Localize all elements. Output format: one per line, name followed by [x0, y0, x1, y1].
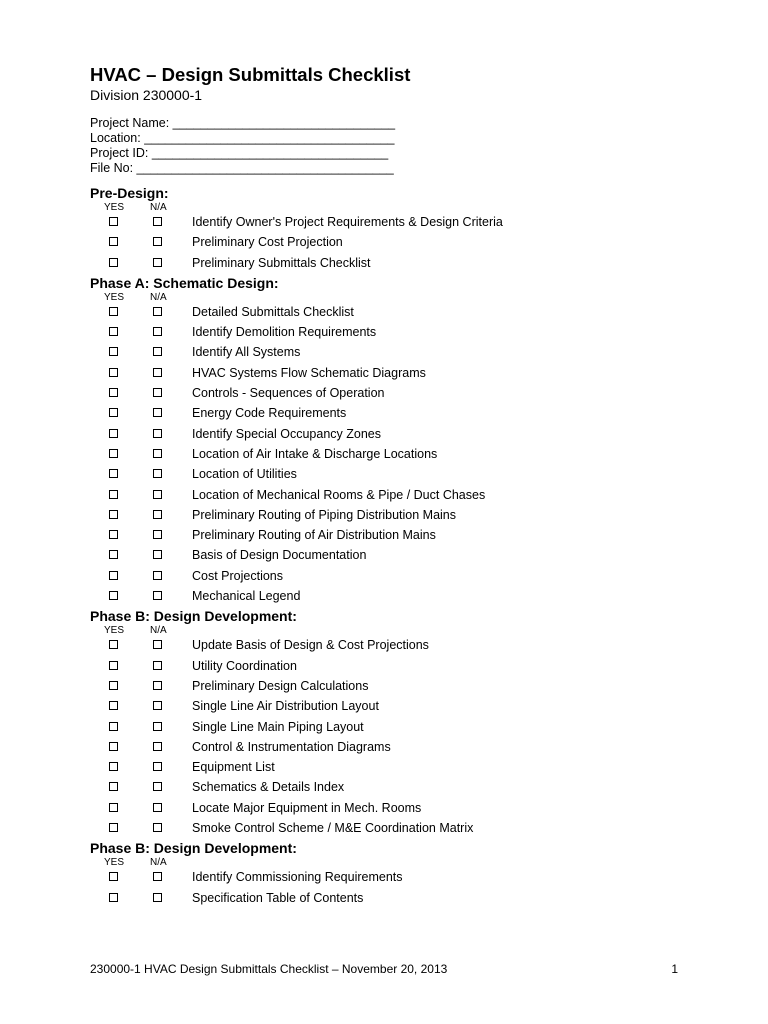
- checklist-item-label: Control & Instrumentation Diagrams: [192, 739, 391, 754]
- yes-column-header: YES: [104, 625, 125, 637]
- na-checkbox[interactable]: [153, 762, 162, 771]
- yes-checkbox[interactable]: [109, 307, 118, 316]
- checklist-item: [90, 526, 690, 546]
- checklist-item: [90, 404, 690, 424]
- checklist-item-label: Preliminary Cost Projection: [192, 235, 343, 250]
- na-column-header: N/A: [150, 291, 167, 303]
- yes-checkbox[interactable]: [109, 429, 118, 438]
- na-checkbox[interactable]: [153, 368, 162, 377]
- yes-checkbox[interactable]: [109, 681, 118, 690]
- checklist-item-label: Identify Owner's Project Requirements & Design Criteria: [192, 215, 503, 229]
- checklist-item: [90, 636, 690, 656]
- checklist-item-label: Location of Mechanical Rooms & Pipe / Duct Chases: [192, 487, 486, 502]
- checklist-item-label: HVAC Systems Flow Schematic Diagrams: [192, 365, 426, 380]
- yes-checkbox[interactable]: [109, 722, 118, 731]
- checklist-item-label: Preliminary Submittals Checklist: [192, 255, 371, 270]
- project-name-field[interactable]: Project Name: ________________________________: [90, 116, 396, 130]
- na-checkbox[interactable]: [153, 782, 162, 791]
- yes-checkbox[interactable]: [109, 217, 118, 226]
- na-checkbox[interactable]: [153, 742, 162, 751]
- checklist-item-label: Schematics & Details Index: [192, 780, 345, 795]
- checklist-item: [90, 233, 690, 253]
- checklist-item-label: Single Line Main Piping Layout: [192, 719, 364, 734]
- checklist-item: [90, 213, 690, 233]
- na-checkbox[interactable]: [153, 237, 162, 246]
- na-checkbox[interactable]: [153, 388, 162, 397]
- yes-checkbox[interactable]: [109, 591, 118, 600]
- checklist-item-label: Controls - Sequences of Operation: [192, 386, 385, 401]
- yes-checkbox[interactable]: [109, 449, 118, 458]
- yes-checkbox[interactable]: [109, 388, 118, 397]
- checklist-item-label: Preliminary Routing of Piping Distribution Mains: [192, 507, 457, 522]
- yes-checkbox[interactable]: [109, 893, 118, 902]
- na-checkbox[interactable]: [153, 429, 162, 438]
- checklist-item: [90, 425, 690, 445]
- na-checkbox[interactable]: [153, 449, 162, 458]
- yes-checkbox[interactable]: [109, 742, 118, 751]
- checklist-item: [90, 445, 690, 465]
- checklist-item-label: Smoke Control Scheme / M&E Coordination Matrix: [192, 821, 474, 836]
- na-checkbox[interactable]: [153, 661, 162, 670]
- checklist-item-label: Location of Utilities: [192, 467, 297, 482]
- checklist-item: [90, 546, 690, 566]
- na-checkbox[interactable]: [153, 722, 162, 731]
- checklist-item: [90, 889, 690, 909]
- checklist-item-label: Equipment List: [192, 760, 275, 775]
- checklist-item-label: Preliminary Routing of Air Distribution Mains: [192, 528, 436, 543]
- na-checkbox[interactable]: [153, 307, 162, 316]
- checklist-item-label: Detailed Submittals Checklist: [192, 304, 354, 319]
- na-checkbox[interactable]: [153, 510, 162, 519]
- na-checkbox[interactable]: [153, 823, 162, 832]
- checklist-item-label: Single Line Air Distribution Layout: [192, 699, 379, 714]
- checklist-item-label: Identify Commissioning Requirements: [192, 870, 403, 885]
- checklist-item-label: Utility Coordination: [192, 658, 297, 673]
- checklist-section: [90, 607, 690, 839]
- yes-column-header: YES: [104, 857, 125, 869]
- yes-checkbox[interactable]: [109, 469, 118, 478]
- na-checkbox[interactable]: [153, 893, 162, 902]
- checklist-item: [90, 323, 690, 343]
- checklist-item: [90, 677, 690, 697]
- checklist-item: [90, 657, 690, 677]
- na-checkbox[interactable]: [153, 591, 162, 600]
- checklist-item: [90, 758, 690, 778]
- section-title: Pre-Design:: [90, 185, 169, 201]
- checklist-item: [90, 303, 690, 323]
- yes-checkbox[interactable]: [109, 550, 118, 559]
- yes-checkbox[interactable]: [109, 803, 118, 812]
- checklist-item: [90, 343, 690, 363]
- na-checkbox[interactable]: [153, 347, 162, 356]
- na-checkbox[interactable]: [153, 327, 162, 336]
- na-checkbox[interactable]: [153, 530, 162, 539]
- column-headers: [90, 625, 690, 636]
- yes-checkbox[interactable]: [109, 661, 118, 670]
- checklist-item: [90, 738, 690, 758]
- yes-checkbox[interactable]: [109, 327, 118, 336]
- yes-checkbox[interactable]: [109, 408, 118, 417]
- checklist-item: [90, 697, 690, 717]
- na-checkbox[interactable]: [153, 803, 162, 812]
- column-headers: [90, 857, 690, 868]
- checklist-item: [90, 819, 690, 839]
- yes-column-header: YES: [104, 202, 125, 213]
- page-number: 1: [671, 962, 678, 976]
- yes-checkbox[interactable]: [109, 872, 118, 881]
- location-field[interactable]: Location: ____________________________________: [90, 131, 395, 145]
- yes-checkbox[interactable]: [109, 571, 118, 580]
- checklist-section: [90, 839, 690, 909]
- yes-checkbox[interactable]: [109, 782, 118, 791]
- checklist-item: [90, 718, 690, 738]
- yes-checkbox[interactable]: [109, 490, 118, 499]
- yes-checkbox[interactable]: [109, 640, 118, 649]
- checklist-item-label: Mechanical Legend: [192, 589, 301, 604]
- checklist-item-label: Preliminary Design Calculations: [192, 678, 369, 693]
- checklist-item-label: Identify All Systems: [192, 345, 301, 360]
- yes-checkbox[interactable]: [109, 237, 118, 246]
- section-title: Phase A: Schematic Design:: [90, 274, 279, 291]
- yes-checkbox[interactable]: [109, 762, 118, 771]
- yes-checkbox[interactable]: [109, 823, 118, 832]
- na-checkbox[interactable]: [153, 490, 162, 499]
- checklist-item-label: Specification Table of Contents: [192, 890, 364, 905]
- checklist-item-label: Locate Major Equipment in Mech. Rooms: [192, 800, 422, 815]
- checklist-item: [90, 364, 690, 384]
- checklist-item: [90, 587, 690, 607]
- na-checkbox[interactable]: [153, 701, 162, 710]
- checklist-item: [90, 465, 690, 485]
- na-checkbox[interactable]: [153, 469, 162, 478]
- checklist-item-label: Cost Projections: [192, 568, 284, 583]
- checklist-item: [90, 506, 690, 526]
- checklist-item-label: Update Basis of Design & Cost Projections: [192, 638, 429, 653]
- column-headers: [90, 202, 690, 213]
- yes-checkbox[interactable]: [109, 701, 118, 710]
- na-column-header: N/A: [150, 857, 167, 869]
- section-title: Phase B: Design Development:: [90, 608, 297, 625]
- checklist-section: [90, 184, 690, 274]
- project-fields: [90, 116, 690, 176]
- document-page: [90, 64, 690, 909]
- na-checkbox[interactable]: [153, 217, 162, 226]
- document-title: HVAC – Design Submittals Checklist: [90, 64, 411, 85]
- na-checkbox[interactable]: [153, 258, 162, 267]
- na-checkbox[interactable]: [153, 872, 162, 881]
- checklist-sections: [90, 184, 690, 909]
- yes-checkbox[interactable]: [109, 258, 118, 267]
- checklist-item: [90, 799, 690, 819]
- na-column-header: N/A: [150, 625, 167, 637]
- checklist-item: [90, 567, 690, 587]
- footer-text: 230000-1 HVAC Design Submittals Checklist – November 20, 2013: [90, 962, 448, 976]
- column-headers: [90, 292, 690, 303]
- checklist-item-label: Basis of Design Documentation: [192, 548, 367, 563]
- yes-checkbox[interactable]: [109, 347, 118, 356]
- checklist-item: [90, 778, 690, 798]
- checklist-item: [90, 254, 690, 274]
- na-checkbox[interactable]: [153, 681, 162, 690]
- na-checkbox[interactable]: [153, 571, 162, 580]
- na-checkbox[interactable]: [153, 408, 162, 417]
- na-checkbox[interactable]: [153, 550, 162, 559]
- yes-checkbox[interactable]: [109, 530, 118, 539]
- file-no-field[interactable]: File No: _____________________________________: [90, 161, 394, 175]
- document-subtitle: Division 230000-1: [90, 87, 203, 103]
- checklist-section: [90, 274, 690, 607]
- yes-checkbox[interactable]: [109, 510, 118, 519]
- checklist-item-label: Identify Demolition Requirements: [192, 325, 377, 340]
- na-checkbox[interactable]: [153, 640, 162, 649]
- yes-checkbox[interactable]: [109, 368, 118, 377]
- project-id-field[interactable]: Project ID: __________________________________: [90, 146, 389, 160]
- checklist-item-label: Location of Air Intake & Discharge Locations: [192, 446, 438, 461]
- yes-column-header: YES: [104, 291, 125, 303]
- checklist-item-label: Energy Code Requirements: [192, 406, 347, 421]
- na-column-header: N/A: [150, 202, 167, 213]
- checklist-item: [90, 384, 690, 404]
- section-title: Phase B: Design Development:: [90, 840, 297, 857]
- checklist-item: [90, 868, 690, 888]
- checklist-item: [90, 486, 690, 506]
- checklist-item-label: Identify Special Occupancy Zones: [192, 426, 381, 441]
